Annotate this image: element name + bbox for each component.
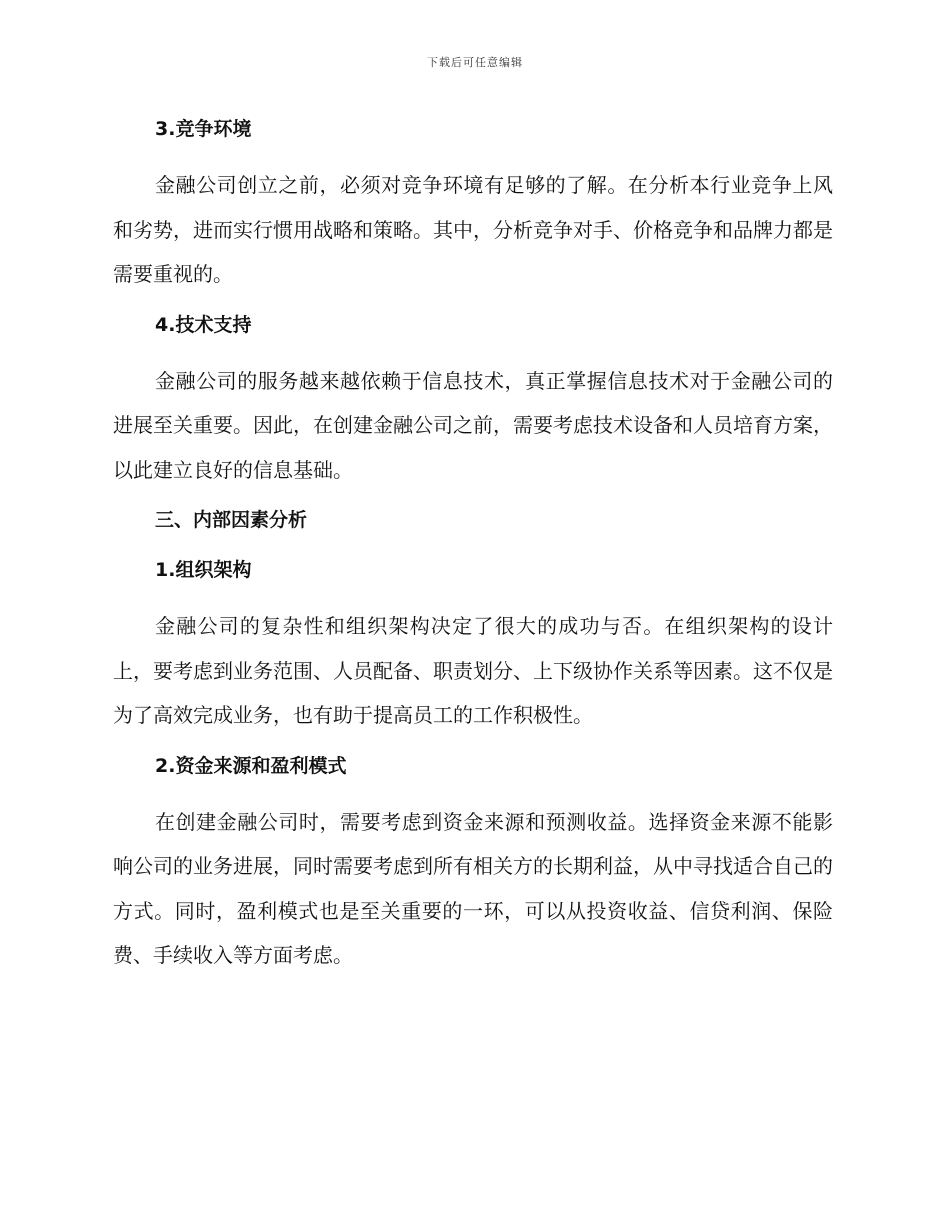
document-body bbox=[113, 113, 833, 990]
section-heading-funding: 2.资金来源和盈利模式 bbox=[155, 754, 347, 777]
section-heading-competition: 3.竞争环境 bbox=[155, 118, 252, 140]
section-paragraph-funding: 在创建金融公司时，需要考虑到资金来源和预测收益。选择资金来源不能影响公司的业务进展，同时需要考虑到所有相关方的长期利益，从中寻找适合自己的方式。同时，盈利模式也是至关重要的一环，可以从投资收益、信贷利润、保险费、手续收入等方面考虑。 bbox=[113, 809, 833, 967]
chapter-heading-internal-factors: 三、内部因素分析 bbox=[155, 509, 308, 531]
page-header: 下载后可任意编辑 bbox=[427, 56, 523, 69]
section-paragraph-competition: 金融公司创立之前，必须对竞争环境有足够的了解。在分析本行业竞争上风和劣势，进而实行惯用战略和策略。其中，分析竞争对手、价格竞争和品牌力都是需要重视的。 bbox=[113, 173, 833, 286]
section-heading-organization: 1.组织架构 bbox=[155, 559, 252, 581]
section-heading-technology: 4.技术支持 bbox=[155, 313, 252, 336]
section-paragraph-technology: 金融公司的服务越来越依赖于信息技术，真正掌握信息技术对于金融公司的进展至关重要。因此，在创建金融公司之前，需要考虑技术设备和人员培育方案，以此建立良好的信息基础。 bbox=[113, 368, 833, 482]
section-paragraph-organization: 金融公司的复杂性和组织架构决定了很大的成功与否。在组织架构的设计上，要考虑到业务范围、人员配备、职责划分、上下级协作关系等因素。这不仅是为了高效完成业务，也有助于提高员工的工作积极性。 bbox=[113, 614, 833, 727]
